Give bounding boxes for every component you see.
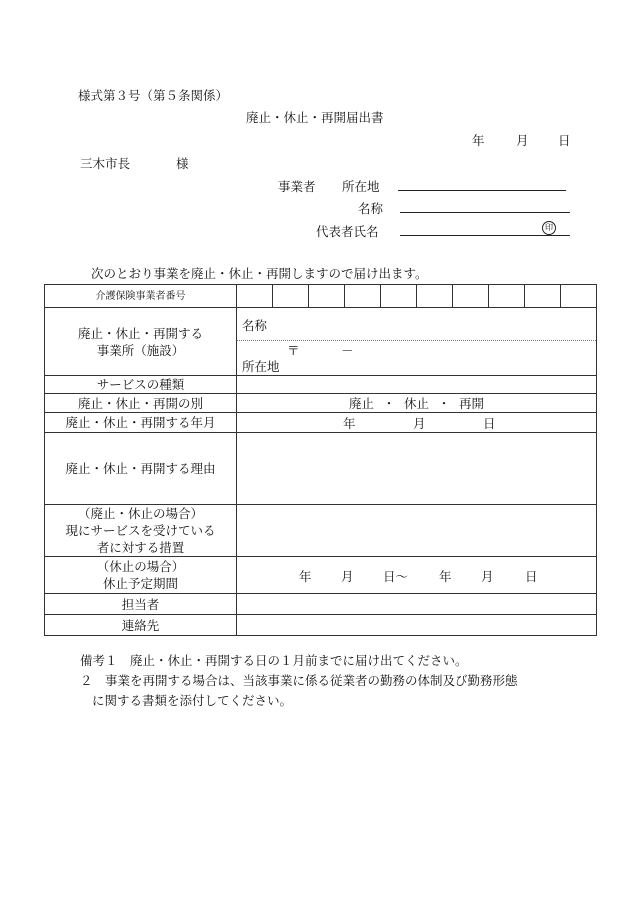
reason-label: 廃止・休止・再開する理由 xyxy=(45,433,237,505)
note-2-line2: に関する書類を添付してください。 xyxy=(92,693,293,708)
person-in-charge-field[interactable] xyxy=(237,594,597,615)
form-title: 廃止・休止・再開届出書 xyxy=(246,110,384,125)
postal-mark: 〒 xyxy=(287,343,300,358)
measures-label xyxy=(45,505,237,557)
facility-label-line1: 廃止・休止・再開する xyxy=(77,325,203,341)
note-1: 備考１ 廃止・休止・再開する日の１月前までに届け出てください。 xyxy=(80,653,468,668)
business-label: 事業者 xyxy=(278,179,316,194)
digit-box[interactable] xyxy=(380,285,416,307)
digit-box[interactable] xyxy=(452,285,488,307)
service-type-label: サービスの種類 xyxy=(45,376,237,394)
facility-cell[interactable] xyxy=(237,308,597,376)
digit-box[interactable] xyxy=(272,285,308,307)
option-resume[interactable]: 再開 xyxy=(458,396,484,411)
suspension-period-field[interactable] xyxy=(237,557,597,594)
notification-form-table xyxy=(44,284,597,636)
period-start-year: 年 xyxy=(299,569,312,584)
address-line[interactable] xyxy=(398,190,566,191)
period-end-year: 年 xyxy=(439,569,452,584)
name-label: 名称 xyxy=(358,201,384,216)
date-day-label: 日 xyxy=(558,133,571,148)
option-suspend[interactable]: 休止 xyxy=(403,396,429,411)
digit-box[interactable] xyxy=(560,285,596,307)
representative-label: 代表者氏名 xyxy=(316,224,379,239)
contact-field[interactable] xyxy=(237,615,597,636)
suspension-label-line1: （休止の場合） xyxy=(96,559,185,574)
period-start-month: 月 xyxy=(341,569,354,584)
measures-label-line3: 者に対する措置 xyxy=(96,540,185,555)
period-start-day: 日～ xyxy=(383,569,409,584)
provider-number-label: 介護保険事業者番号 xyxy=(45,285,237,308)
address-label: 所在地 xyxy=(342,179,380,194)
measures-field[interactable] xyxy=(237,505,597,557)
notes-section xyxy=(80,651,518,711)
digit-box[interactable] xyxy=(344,285,380,307)
option-abolish[interactable]: 廃止 xyxy=(349,396,375,411)
intro-text: 次のとおり事業を廃止・休止・再開しますので届け出ます。 xyxy=(91,266,428,281)
date-month-label: 月 xyxy=(516,133,529,148)
date-year-unit: 年 xyxy=(343,416,356,431)
option-separator: ・ xyxy=(382,396,396,411)
digit-box[interactable] xyxy=(524,285,560,307)
contact-label: 連絡先 xyxy=(45,615,237,636)
facility-address-label: 所在地 xyxy=(242,359,280,374)
seal-mark: 印 xyxy=(542,221,556,235)
representative-line[interactable] xyxy=(400,235,570,236)
facility-name-label: 名称 xyxy=(242,318,268,333)
digit-box[interactable] xyxy=(488,285,524,307)
facility-label xyxy=(45,308,237,376)
period-end-month: 月 xyxy=(481,569,494,584)
suspension-label-line2: 休止予定期間 xyxy=(102,576,178,591)
addressee: 三木市長 xyxy=(80,156,131,171)
person-in-charge-label: 担当者 xyxy=(45,594,237,615)
service-type-field[interactable] xyxy=(237,376,597,394)
suspension-period-label xyxy=(45,557,237,594)
period-end-day: 日 xyxy=(525,569,538,584)
digit-box[interactable] xyxy=(416,285,452,307)
date-month-unit: 月 xyxy=(413,416,426,431)
form-number: 様式第３号（第５条関係） xyxy=(78,88,229,103)
measures-label-line2: 現にサービスを受けている xyxy=(65,523,216,538)
date-field[interactable] xyxy=(237,413,597,433)
facility-label-line2: 事業所（施設） xyxy=(96,342,185,358)
digit-box[interactable] xyxy=(237,285,272,307)
category-label: 廃止・休止・再開の別 xyxy=(45,394,237,413)
postal-dash: － xyxy=(341,343,354,358)
measures-label-line1: （廃止・休止の場合） xyxy=(77,506,203,521)
addressee-suffix: 様 xyxy=(176,156,189,171)
provider-number-boxes[interactable] xyxy=(237,285,597,308)
digit-box[interactable] xyxy=(308,285,344,307)
category-options[interactable] xyxy=(237,394,597,413)
date-day-unit: 日 xyxy=(483,416,496,431)
date-label: 廃止・休止・再開する年月 xyxy=(45,413,237,433)
note-2-line1: ２ 事業を再開する場合は、当該事業に係る従業者の勤務の体制及び勤務形態 xyxy=(80,673,518,688)
option-separator: ・ xyxy=(437,396,451,411)
reason-field[interactable] xyxy=(237,433,597,505)
date-year-label: 年 xyxy=(472,133,485,148)
name-line[interactable] xyxy=(400,212,570,213)
